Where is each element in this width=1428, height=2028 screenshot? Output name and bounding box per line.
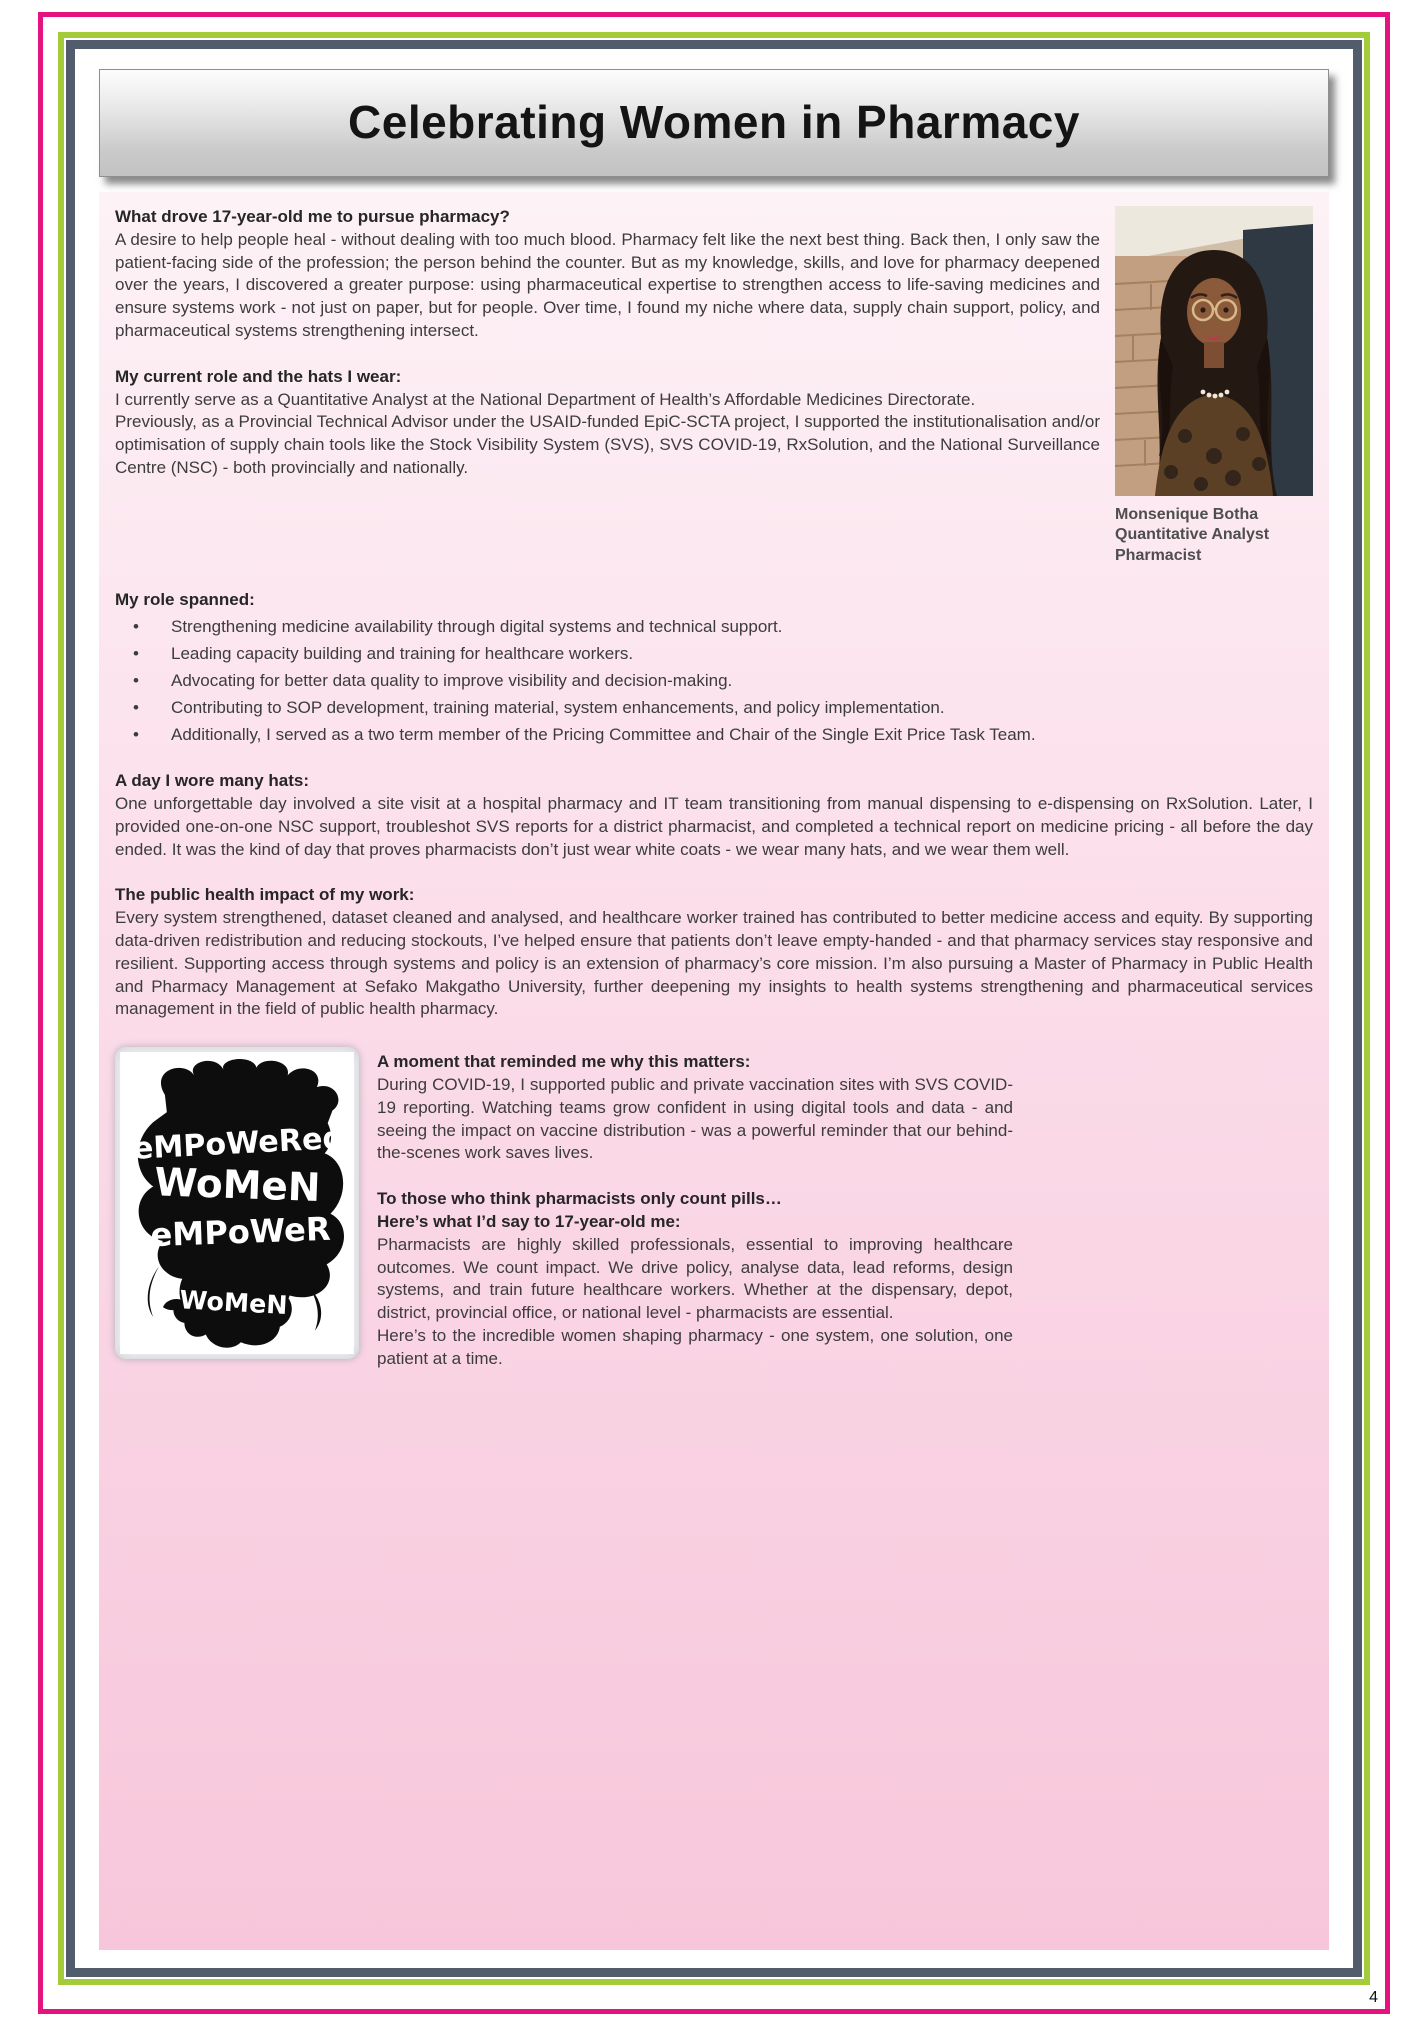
list-item: • Contributing to SOP development, training material, system enhancements, and policy implementation.: [115, 697, 1313, 720]
section-heading: The public health impact of my work:: [115, 885, 415, 905]
caption-name: Monsenique Botha: [1115, 506, 1259, 523]
body-text: I currently serve as a Quantitative Analyst at the National Department of Health’s Affordable Medicines Directorate.: [115, 389, 976, 409]
section-impact: [115, 884, 1313, 1021]
title-banner: [99, 69, 1329, 177]
section-message: [377, 1188, 1013, 1370]
section-heading: Here’s what I’d say to 17-year-old me:: [377, 1211, 681, 1231]
body-text: A desire to help people heal - without dealing with too much blood. Pharmacy felt like the next best thing. Back then, I only saw the patient-facing side of the profession; the person behind the counter. But as my knowledge, skills, and love for pharmacy deepened over the years, I discovered a greater purpose: using pharmaceutical expertise to strengthen access to life-saving medicines and ensure systems work - not just on paper, but for people. Over time, I found my niche where data, supply chain support, policy, and pharmaceutical systems strengthening intersect.: [115, 229, 1100, 340]
body-text: One unforgettable day involved a site visit at a hospital pharmacy and IT team transitioning from manual dispensing to e-dispensing on RxSolution. Later, I provided one-on-one NSC support, troubleshot SVS reports for a district pharmacist, and completed a technical report on medicine pricing - all before the day ended. It was the kind of day that proves pharmacists don’t just wear white coats - we wear many hats, and we wear them well.: [115, 793, 1313, 859]
section-pursue: [115, 206, 1100, 343]
section-heading: A day I wore many hats:: [115, 771, 309, 791]
page-number: 4: [1369, 1989, 1378, 2006]
empower-word-3: eMPoWeR: [149, 1209, 332, 1255]
content-area: [99, 192, 1329, 1950]
body-text: Pharmacists are highly skilled professionals, essential to improving healthcare outcomes. We count impact. We drive policy, analyse data, lead reforms, design systems, and train future healthcare workers. Whether at the dispensary, depot, district, provincial office, or national level - pharmacists are essential.: [377, 1234, 1013, 1323]
section-heading: My role spanned:: [115, 590, 255, 610]
list-item: • Advocating for better data quality to improve visibility and decision-making.: [115, 670, 1313, 693]
empower-word-2: WoMeN: [153, 1160, 322, 1212]
role-list: [115, 616, 1313, 747]
photo-column: [1115, 206, 1313, 566]
page-inner: [75, 49, 1353, 1968]
intro-row: [115, 206, 1313, 566]
empowered-women-graphic: [115, 1047, 359, 1359]
list-item: • Additionally, I served as a two term member of the Pricing Committee and Chair of the Single Exit Price Task Team.: [115, 724, 1313, 747]
empower-word-4: WoMeN: [178, 1284, 289, 1320]
section-moment: [377, 1051, 1013, 1165]
intro-text-column: [115, 206, 1100, 480]
portrait-photo: [1115, 206, 1313, 496]
photo-caption: [1115, 505, 1313, 566]
bottom-text-column: [377, 1047, 1013, 1370]
bottom-row: [115, 1047, 1013, 1370]
list-item: • Leading capacity building and training for healthcare workers.: [115, 643, 1313, 666]
body-text: During COVID-19, I supported public and private vaccination sites with SVS COVID-19 reporting. Watching teams grow confident in using digital tools and data - and seeing the impact on vaccine distribution - was a powerful reminder that our behind-the-scenes work saves lives.: [377, 1074, 1013, 1163]
portrait-illustration: [1115, 206, 1313, 496]
green-frame: [58, 32, 1370, 1985]
outer-magenta-frame: [38, 12, 1390, 2014]
caption-role: Quantitative Analyst: [1115, 526, 1270, 544]
section-heading: My current role and the hats I wear:: [115, 366, 402, 386]
section-many-hats: [115, 770, 1313, 861]
section-heading: To those who think pharmacists only count pills…: [377, 1189, 782, 1209]
empowered-women-illustration: [120, 1052, 354, 1354]
section-current-role: [115, 366, 1100, 480]
slate-frame: [66, 40, 1362, 1977]
section-heading: A moment that reminded me why this matters:: [377, 1052, 751, 1072]
empower-word-1: eMPoWeRed: [131, 1120, 345, 1167]
caption-title: Pharmacist: [1115, 546, 1202, 564]
list-item: • Strengthening medicine availability through digital systems and technical support.: [115, 616, 1313, 639]
page-title: Celebrating Women in Pharmacy: [348, 96, 1080, 148]
section-role-spanned: [115, 589, 1313, 747]
body-text: Every system strengthened, dataset cleaned and analysed, and healthcare worker trained has contributed to better medicine access and equity. By supporting data-driven redistribution and reducing stockouts, I’ve helped ensure that patients don’t leave empty-handed - and that pharmacy services stay responsive and resilient. Supporting access through systems and policy is an extension of pharmacy’s core mission. I’m also pursuing a Master of Pharmacy in Public Health and Pharmacy Management at Sefako Makgatho University, further deepening my insights to health systems strengthening and pharmaceutical services management in the field of public health pharmacy.: [115, 908, 1313, 1019]
body-text: Here’s to the incredible women shaping pharmacy - one system, one solution, one patient at a time.: [377, 1325, 1013, 1368]
section-heading: What drove 17-year-old me to pursue pharmacy?: [115, 207, 510, 226]
body-text: Previously, as a Provincial Technical Advisor under the USAID-funded EpiC-SCTA project, I supported the institutionalisation and/or optimisation of supply chain tools like the Stock Visibility System (SVS), SVS COVID-19, RxSolution, and the National Surveillance Centre (NSC) - both provincially and nationally.: [115, 412, 1100, 477]
